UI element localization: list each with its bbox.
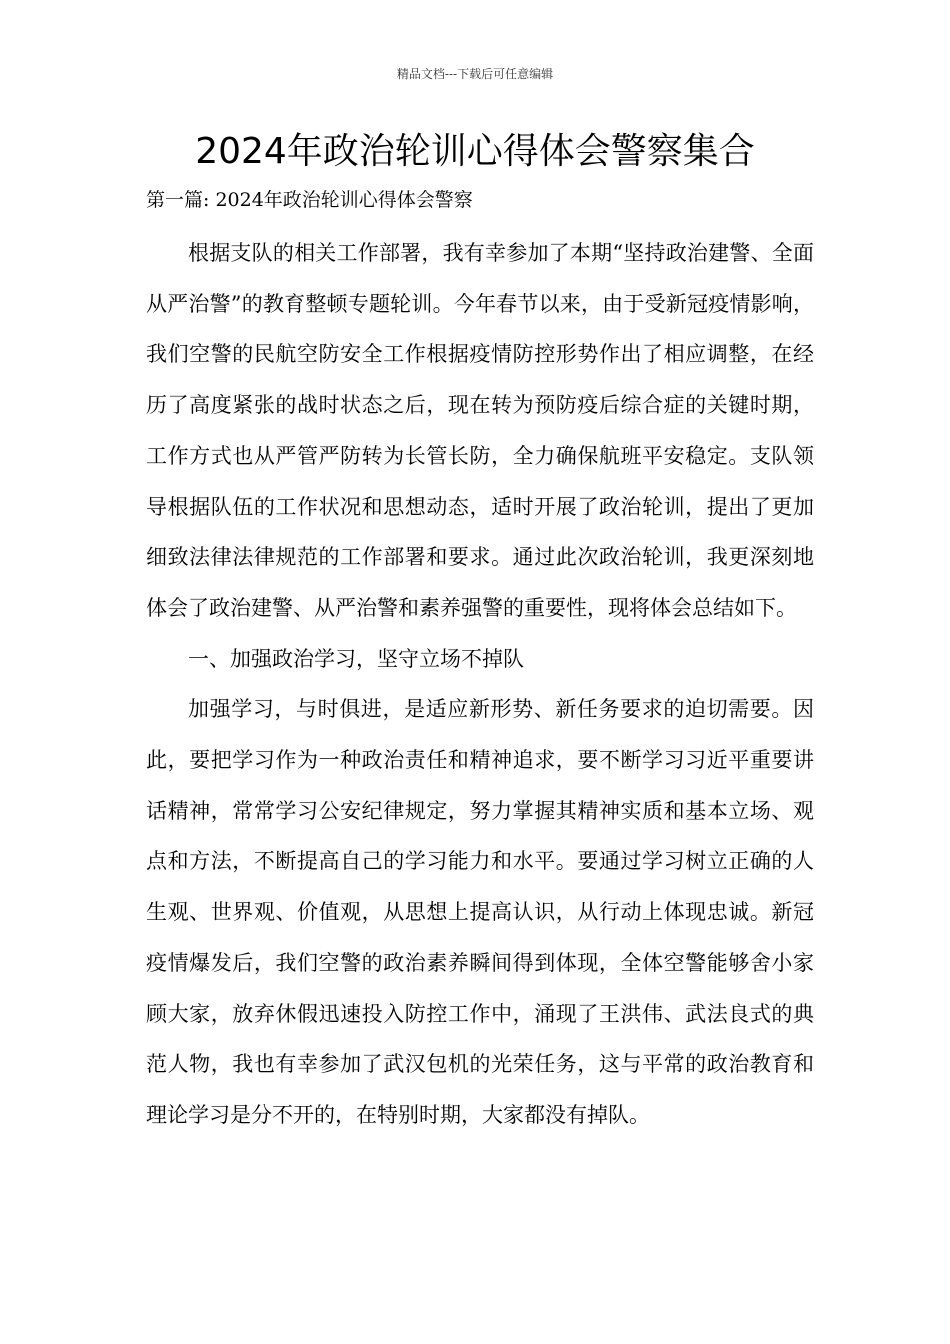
section-heading: 一、加强政治学习，坚守立场不掉队 xyxy=(188,646,524,671)
body-text xyxy=(146,228,814,1141)
paragraph-study: 加强学习，与时俱进，是适应新形势、新任务要求的迫切需要。因此，要把学习作为一种政治责任和精神追求，要不断学习习近平重要讲话精神，常常学习公安纪律规定，努力掌握其精神实质和基本立场、观点和方法，不断提高自己的学习能力和水平。要通过学习树立正确的人生观、世界观、价值观，从思想上提高认识，从行动上体现忠诚。新冠疫情爆发后，我们空警的政治素养瞬间得到体现，全体空警能够舍小家顾大家，放弃休假迅速投入防控工作中，涌现了王洪伟、武法良式的典范人物，我也有幸参加了武汉包机的光荣任务，这与平常的政治教育和理论学习是分不开的，在特别时期，大家都没有掉队。 xyxy=(146,697,814,1127)
document-title: 2024年政治轮训心得体会警察集合 xyxy=(195,131,755,172)
paragraph-intro: 根据支队的相关工作部署，我有幸参加了本期“坚持政治建警、全面从严治警”的教育整顿专题轮训。今年春节以来，由于受新冠疫情影响，我们空警的民航空防安全工作根据疫情防控形势作出了相应调整，在经历了高度紧张的战时状态之后，现在转为预防疫后综合症的关键时期，工作方式也从严管严防转为长管长防，全力确保航班平安稳定。支队领导根据队伍的工作状况和思想动态，适时开展了政治轮训，提出了更加细致法律法律规范的工作部署和要求。通过此次政治轮训，我更深刻地体会了政治建警、从严治警和素养强警的重要性，现将体会总结如下。 xyxy=(146,241,814,620)
section-subtitle: 第一篇: 2024年政治轮训心得体会警察 xyxy=(146,189,473,211)
header-note: 精品文档---下载后可任意编辑 xyxy=(396,67,554,81)
